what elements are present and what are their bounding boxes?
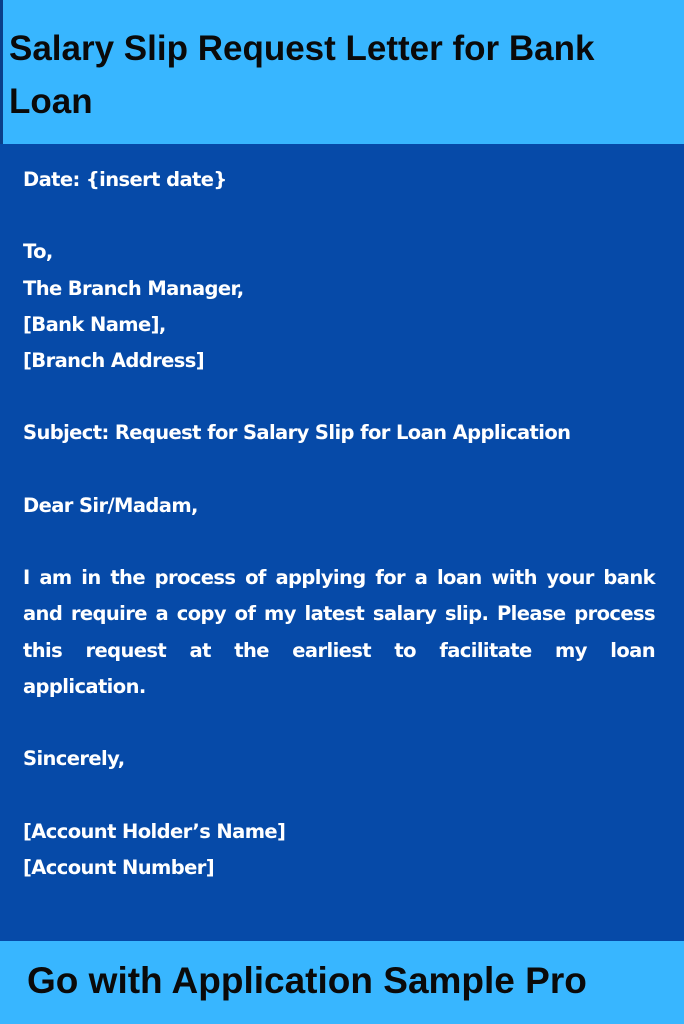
subject-line: Subject: Request for Salary Slip for Loan Application <box>23 421 571 445</box>
date-line: Date: {insert date} <box>23 168 227 191</box>
spacer <box>23 777 655 813</box>
closing-line: Sincerely, <box>23 747 125 771</box>
body-paragraph: I am in the process of applying for a loan with your bank and require a copy of my latest salary slip. Please process this request at the earliest to facilitate my loan application. <box>23 566 655 698</box>
to-line: To, <box>23 240 53 264</box>
branch-address-line: [Branch Address] <box>23 349 205 372</box>
bank-name-line: [Bank Name], <box>23 312 166 336</box>
spacer <box>23 452 655 488</box>
recipient-line: The Branch Manager, <box>23 276 244 300</box>
spacer <box>23 524 655 560</box>
salutation-line: Dear Sir/Madam, <box>23 493 198 517</box>
footer-tagline: Go with Application Sample Pro <box>27 960 587 1001</box>
footer-banner <box>0 941 684 1024</box>
title-banner <box>0 0 684 144</box>
spacer <box>23 198 655 234</box>
spacer <box>23 705 655 741</box>
account-number-line: [Account Number] <box>23 855 215 879</box>
account-holder-name-line: [Account Holder’s Name] <box>23 819 286 843</box>
page-title: Salary Slip Request Letter for Bank Loan <box>9 29 595 121</box>
letter-body <box>23 162 655 886</box>
spacer <box>23 379 655 415</box>
